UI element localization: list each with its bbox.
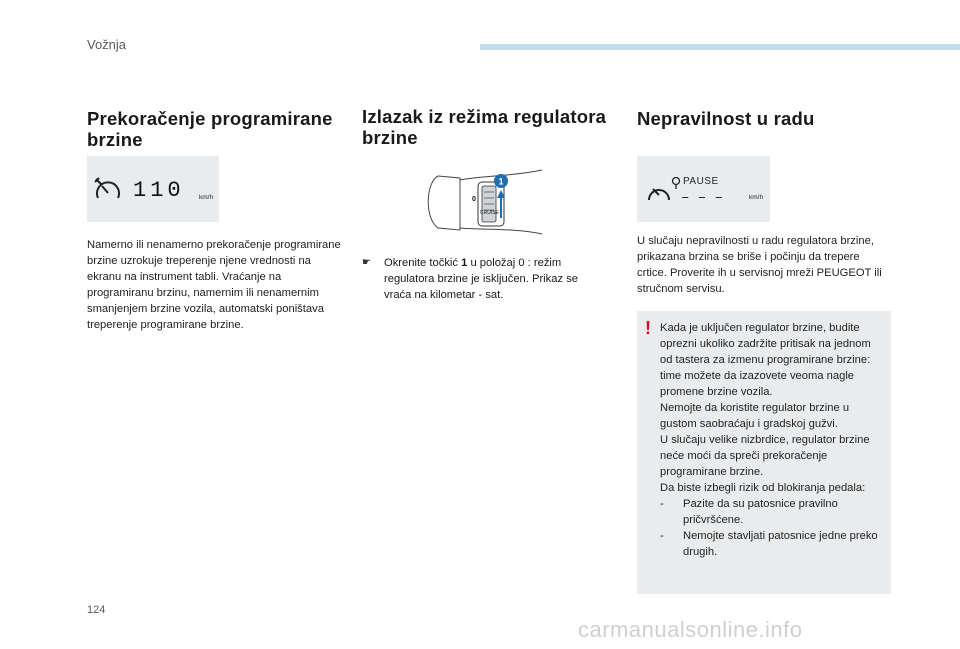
cruise-label: CRUISE <box>480 210 499 216</box>
pause-display-panel <box>637 156 770 222</box>
warning-text <box>660 320 886 560</box>
speedometer-icon <box>93 176 123 204</box>
malfunction-description: U slučaju nepravilnosti u radu regulatora brzine, prikazana brzina se briše i počinju da trepere crtice. Proverite ih u servisnoj mreži PEUGEOT ili stručnom servisu. <box>637 235 882 295</box>
speed-dashes: – – – <box>681 190 724 206</box>
arrow-bullet-icon: ☛ <box>362 257 371 268</box>
heading-malfunction: Nepravilnost u radu <box>637 108 815 129</box>
speed-unit: km/h <box>749 194 764 201</box>
position-zero-label: 0 <box>472 196 476 203</box>
warning-paragraph: Nemojte da koristite regulator brzine u gustom saobraćaju i gradskoj gužvi. <box>660 402 850 430</box>
watermark: carmanualsonline.info <box>578 617 803 642</box>
warning-paragraph: U slučaju velike nizbrdice, regulator brzine neće moći da spreči prekoračenje programirane brzine. <box>660 434 870 478</box>
page-number: 124 <box>87 604 106 616</box>
cruise-control-stalk-diagram <box>420 168 550 238</box>
section-label: Vožnja <box>87 37 127 52</box>
list-item: - Pazite da su patosnice pravilno pričvršćene. <box>660 498 838 526</box>
speed-unit: km/h <box>199 194 214 201</box>
warning-icon: ! <box>645 318 651 338</box>
warning-box <box>637 311 891 594</box>
set-speed-value: 110 <box>133 178 185 203</box>
callout-number: 1 <box>498 176 504 187</box>
heading-overspeed: Prekoračenje programirane brzine <box>87 108 333 150</box>
pause-label: PAUSE <box>683 176 719 187</box>
list-item: - Nemojte stavljati patosnice jedne preko drugih. <box>660 530 878 558</box>
exit-instruction: ☛ Okrenite točkić 1 u položaj 0 : režim regulatora brzine je isključen. Prikaz se vraća na kilometar - sat. <box>362 257 579 301</box>
heading-exit-cruise: Izlazak iz režima regulatora brzine <box>362 106 607 148</box>
speed-display-panel <box>87 156 219 222</box>
header-accent-bar <box>480 44 960 50</box>
warning-paragraph: Kada je uključen regulator brzine, budite oprezni ukoliko zadržite pritisak na jednom od tastera za izmenu programirane brzine: time možete da izazovete veoma nagle promene brzine vozila. <box>660 322 871 398</box>
limiter-pin-icon <box>670 176 682 190</box>
warning-paragraph: Da biste izbegli rizik od blokiranja pedala: <box>660 482 866 494</box>
speedometer-icon <box>645 180 673 204</box>
overspeed-description: Namerno ili nenamerno prekoračenje programirane brzine uzrokuje treperenje njene vrednosti na ekranu na instrument tabli. Vraćanje na programiranu brzinu, namernim ili nenamernim smanjenjem brzine vozila, automatski poništava treperenje programirane brzine. <box>87 239 341 331</box>
